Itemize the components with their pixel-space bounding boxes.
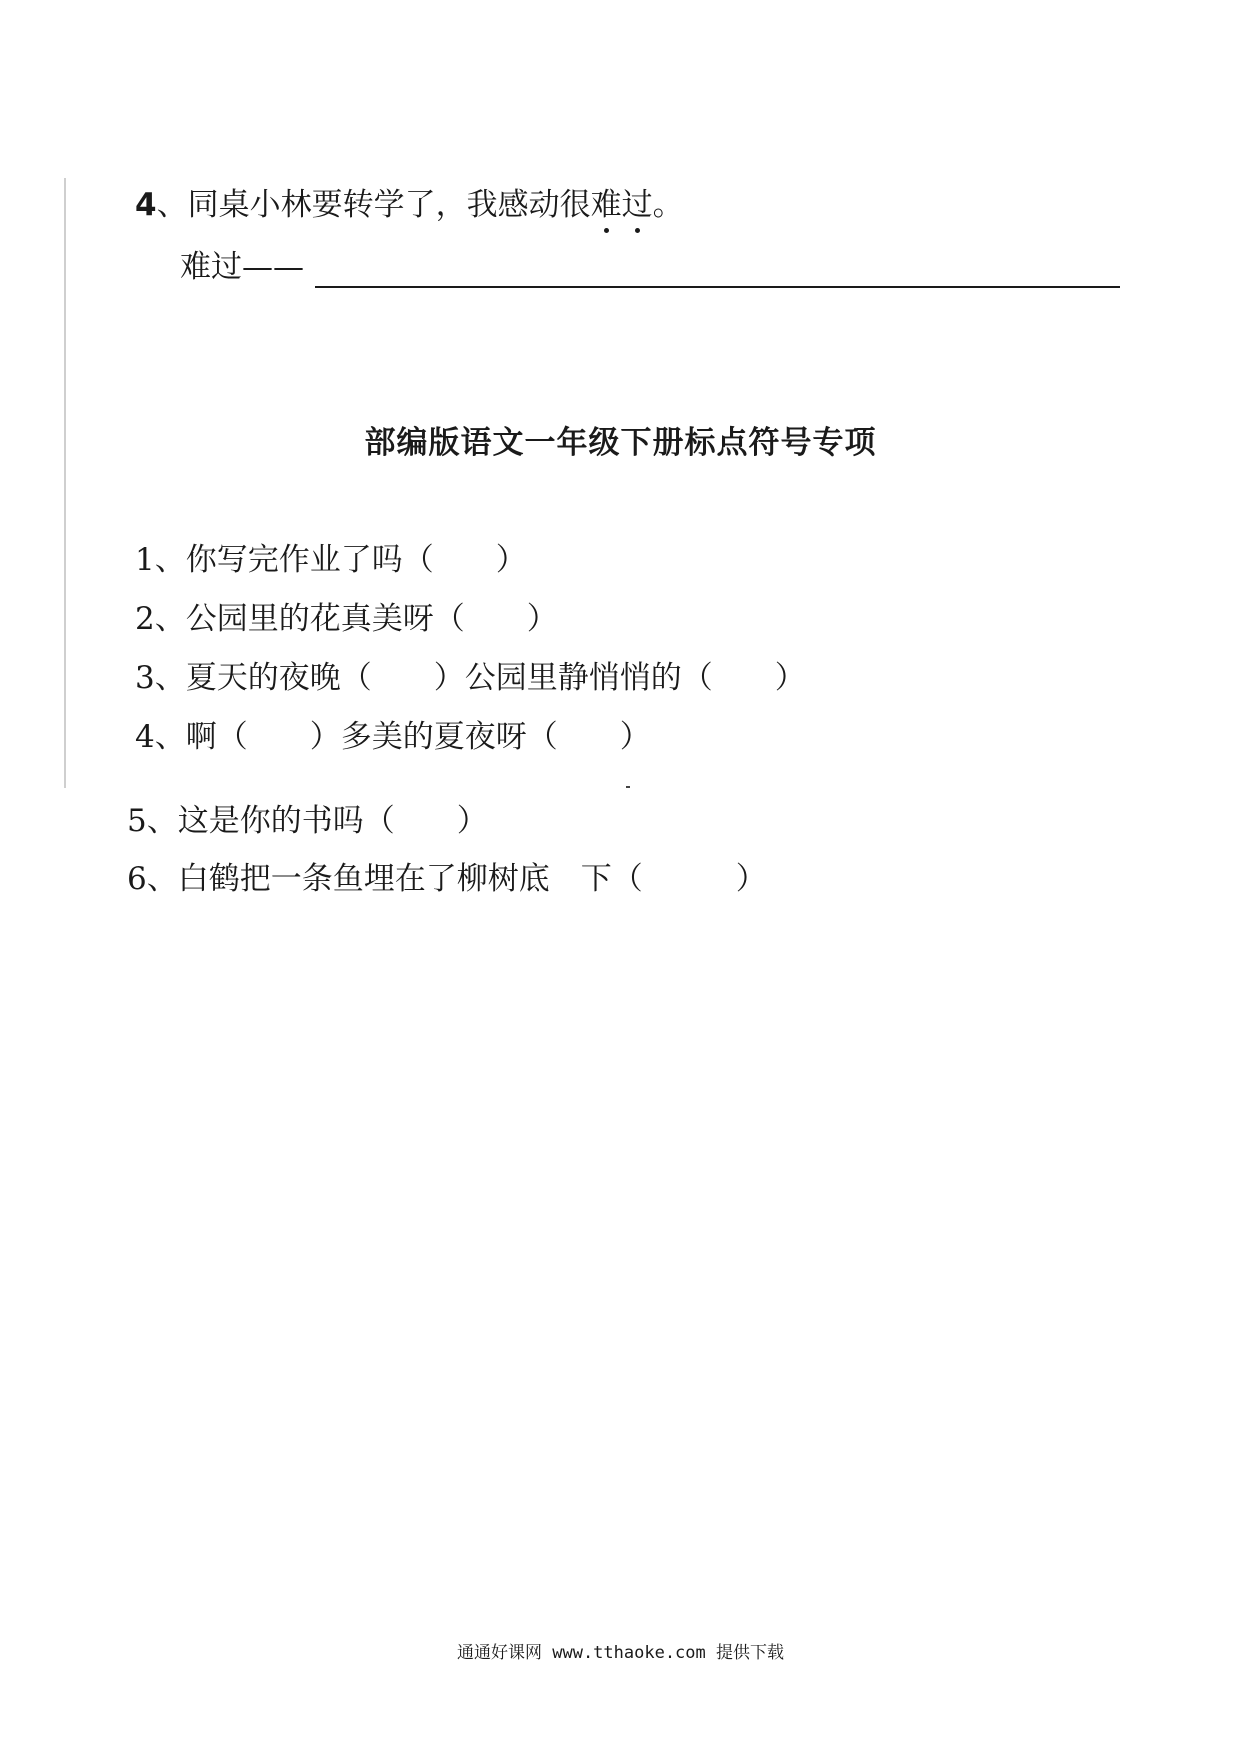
question-4-number: 4 [135,187,157,223]
footer-text: 通通好课网 www.tthaoke.com 提供下载 [457,1643,784,1663]
emphasis-dot [604,228,609,233]
answer-label: 难过—— [180,249,304,285]
exercise-item-5: 5、这是你的书吗（ ） [127,803,488,839]
answer-blank-line[interactable] [315,286,1120,288]
exercise-item-3: 3、夏天的夜晚（ ）公园里静悄悄的（ ） [135,660,806,696]
section-title: 部编版语文一年级下册标点符号专项 [364,425,877,461]
question-4-text: 、同桌小林要转学了，我感动很 [156,187,591,223]
emphasis-dot [635,228,640,233]
exercise-item-1: 1、你写完作业了吗（ ） [135,542,527,578]
question-4-end: 。 [652,187,684,223]
emphasized-char-1: 难 [591,190,622,221]
exercise-item-2: 2、公园里的花真美呀（ ） [135,601,558,637]
emphasized-char-2: 过 [622,190,653,221]
margin-line [64,178,66,788]
question-4 [135,187,684,223]
exercise-item-6: 6、白鹤把一条鱼埋在了柳树底 下（ ） [127,861,767,897]
exercise-item-4: 4、啊（ ）多美的夏夜呀（ ） [135,719,651,755]
scan-speck [626,786,630,788]
